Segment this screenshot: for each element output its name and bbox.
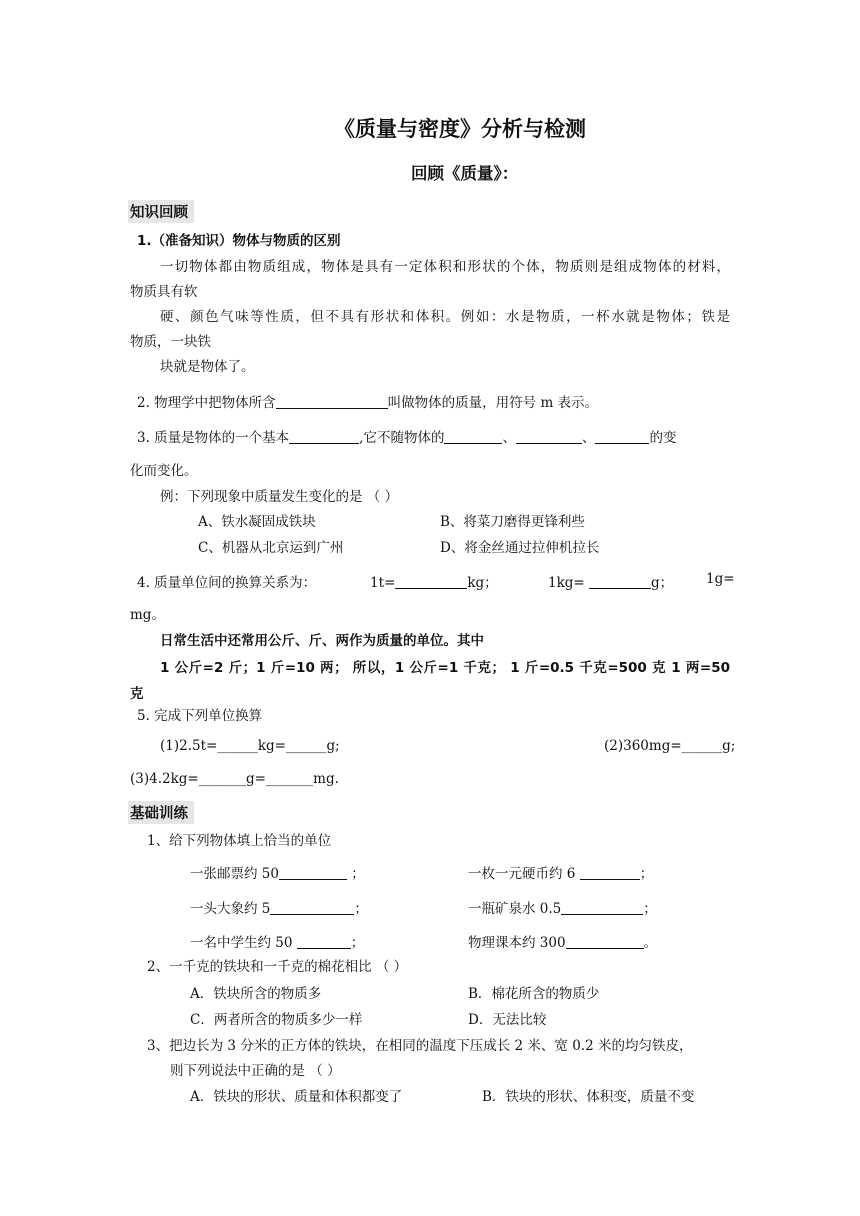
q5-item-3: (3)4.2kg=_______g=_______mg. [130,771,339,787]
q4-continuation: mg。 [130,607,165,623]
t1-elephant [190,897,368,917]
example-question: 例：下列现象中质量发生变化的是 （ ） [160,489,399,505]
t1-stamp-end: ； [346,866,365,882]
q2-text-end: 叫做物体的质量，用符号 m 表示。 [387,395,599,411]
t1-coin [468,862,653,882]
t2-option-b: B．棉花所含的物质少 [468,986,600,1002]
q5-item-1: (1)2.5t=______kg=______g; [160,738,340,754]
t1-elephant-blank[interactable] [270,900,354,915]
q3-blank-3[interactable] [516,429,582,444]
t1-book-text: 物理课本约 300 [468,935,566,951]
option-a: A、铁水凝固成铁块 [198,514,316,530]
q2-text-start: 2. 物理学中把物体所含 [137,395,276,411]
q3-continuation: 化而变化。 [130,463,198,479]
q4-kg-conversion [548,571,673,591]
q1-text-line: 一切物体都由物质组成，物体是具有一定体积和形状的个体，物质则是组成物体的材料， [160,259,730,275]
q3-blank-2[interactable] [444,429,502,444]
q2-blank[interactable] [276,394,388,409]
q3-separator: 、 [581,430,596,446]
q5-heading: 5. 完成下列单位换算 [137,708,263,724]
q3-text-end: 的变 [649,430,677,446]
q1-text-line: 块就是物体了。 [160,359,255,375]
t2-option-d: D．无法比较 [468,1012,547,1028]
option-d: D、将金丝通过拉伸机拉长 [440,540,600,556]
q4-kg-unit: kg； [467,575,498,591]
option-b: B、将菜刀磨得更锋利些 [440,514,585,530]
q1-text-line: 物质具有软 [130,284,198,300]
t1-student [190,931,364,951]
t3-question-line: 3、把边长为 3 分米的正方体的铁块，在相同的温度下压成长 2 米、宽 0.2 米的均匀铁皮， [147,1038,693,1054]
q1-text-line: 物质，一块铁 [130,334,211,350]
q3-blank-1[interactable] [289,429,359,444]
q2-line [137,391,598,411]
q4-ton-label: 1t= [370,575,396,591]
t1-water [468,897,657,917]
daily-units-line: 克 [130,686,144,702]
q3-text-mid: ,它不随物体的 [359,430,445,446]
t1-stamp [190,862,365,882]
t1-elephant-end: ； [354,901,368,917]
daily-units-line: 1 公斤=2 斤；1 斤=10 两； 所以，1 公斤=1 千克； 1 斤=0.5 千克=500 克 1 两=50 [160,660,730,676]
t1-book [468,931,657,951]
t1-stamp-blank[interactable] [279,865,347,880]
t1-water-blank[interactable] [561,900,643,915]
t1-heading: 1、给下列物体填上恰当的单位 [147,833,332,849]
daily-units-line: 日常生活中还常用公斤、斤、两作为质量的单位。其中 [160,633,484,649]
t1-student-blank[interactable] [297,934,351,949]
q4-text-start: 4. 质量单位间的换算关系为： [137,575,317,591]
t1-coin-blank[interactable] [580,865,640,880]
t1-student-end: ； [350,935,365,951]
t1-elephant-text: 一头大象约 5 [190,901,271,917]
q4-blank-g[interactable] [589,574,651,589]
t1-coin-end: ； [639,866,654,882]
t3-option-a: A．铁块的形状、质量和体积都变了 [190,1089,403,1105]
t1-water-text: 一瓶矿泉水 0.5 [468,901,562,917]
page-subtitle: 回顾《质量》： [411,164,519,183]
q3-text-start: 3. 质量是物体的一个基本 [137,430,290,446]
option-c: C、机器从北京运到广州 [198,540,344,556]
q1-text-line: 硬、颜色气味等性质，但不具有形状和体积。例如：水是物质，一杯水就是物体；铁是 [160,309,730,325]
t1-student-text: 一名中学生约 50 [190,935,293,951]
t1-stamp-text: 一张邮票约 50 [190,866,279,882]
t2-question: 2、一千克的铁块和一千克的棉花相比 （ ） [147,959,408,975]
q4-g-unit: g； [651,575,674,591]
q3-blank-4[interactable] [595,429,649,444]
q4-ton-conversion [370,571,498,591]
q4-kg-label: 1kg= [548,575,585,591]
section-heading-training: 基础训练 [128,801,194,824]
q3-line [137,426,676,446]
t3-question-line: 则下列说法中正确的是 （ ） [170,1063,341,1079]
t1-book-blank[interactable] [566,934,644,949]
q3-separator: 、 [502,430,516,446]
t3-option-b: B．铁块的形状、体积变，质量不变 [482,1089,695,1105]
q4-g-label: 1g= [706,571,735,587]
t1-coin-text: 一枚一元硬币约 6 [468,866,576,882]
t1-water-end: ； [643,901,657,917]
page-title: 《质量与密度》分析与检测 [334,117,586,141]
t2-option-c: C．两者所含的物质多少一样 [190,1012,363,1028]
section-heading-review: 知识回顾 [128,200,194,223]
q4-blank-kg[interactable] [395,574,467,589]
q1-heading: 1.（准备知识）物体与物质的区别 [137,233,341,249]
q5-item-2: (2)360mg=______g; [604,738,736,754]
t1-book-end: 。 [643,935,658,951]
t2-option-a: A．铁块所含的物质多 [190,986,322,1002]
